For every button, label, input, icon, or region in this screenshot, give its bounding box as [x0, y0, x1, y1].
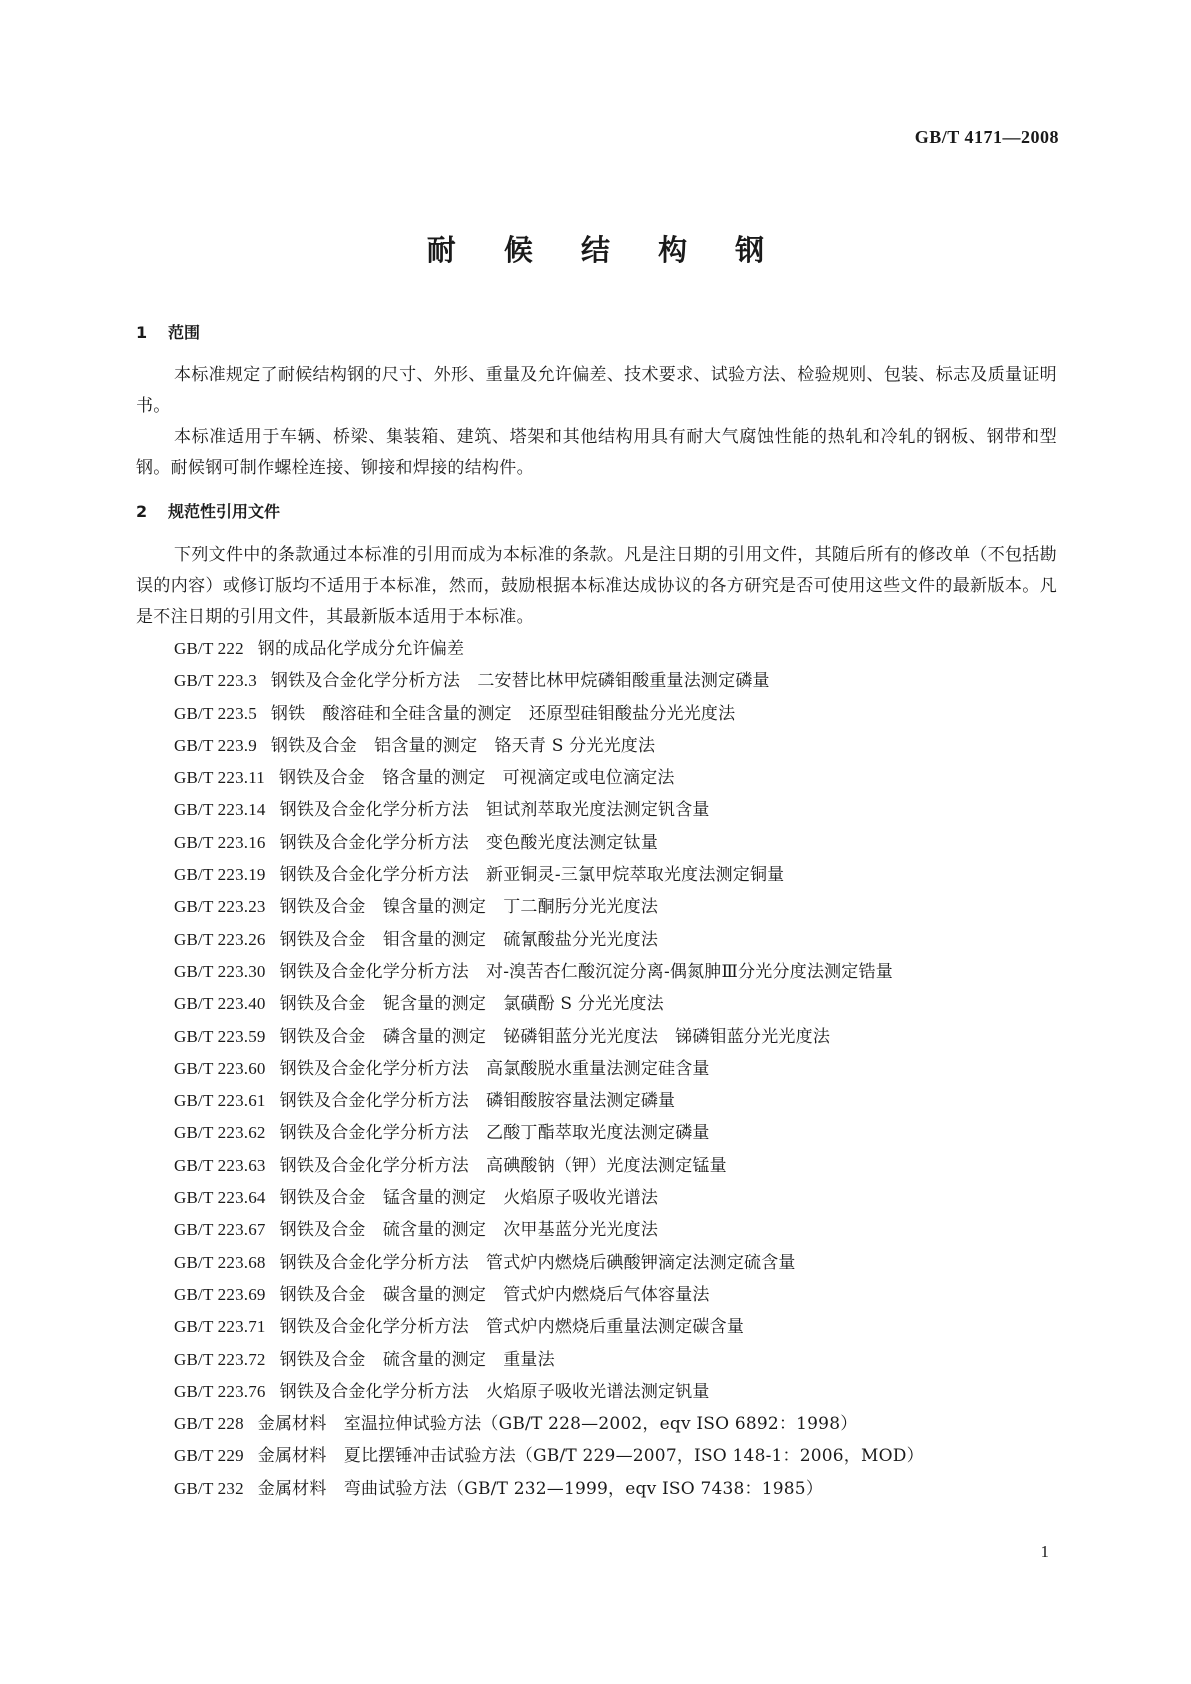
reference-item	[136, 924, 1057, 956]
reference-title: 钢铁及合金 锰含量的测定 火焰原子吸收光谱法	[279, 1188, 659, 1209]
reference-code: GB/T 223.72	[174, 1349, 266, 1369]
reference-code: GB/T 223.71	[174, 1317, 266, 1337]
reference-item	[136, 988, 1057, 1020]
reference-code: GB/T 223.26	[174, 929, 266, 949]
section-1-heading	[136, 322, 1057, 344]
reference-item	[136, 1214, 1057, 1246]
reference-code: GB/T 223.64	[174, 1188, 266, 1208]
reference-item	[136, 1344, 1057, 1376]
reference-code: GB/T 223.3	[174, 671, 257, 691]
section-number: 2	[136, 502, 148, 521]
reference-code: GB/T 223.16	[174, 832, 266, 852]
reference-item	[136, 1440, 1057, 1472]
reference-title: 钢铁及合金 硫含量的测定 次甲基蓝分光光度法	[279, 1220, 659, 1241]
reference-item	[136, 1182, 1057, 1214]
reference-code: GB/T 223.68	[174, 1252, 266, 1272]
reference-title: 金属材料 弯曲试验方法（GB/T 232—1999，eqv ISO 7438：1985）	[257, 1478, 824, 1499]
reference-title: 钢铁及合金 铝含量的测定 铬天青 S 分光光度法	[270, 735, 656, 756]
reference-code: GB/T 229	[174, 1446, 244, 1466]
reference-code: GB/T 223.69	[174, 1284, 266, 1304]
reference-code: GB/T 223.14	[174, 800, 266, 820]
paragraph: 本标准规定了耐候结构钢的尺寸、外形、重量及允许偏差、技术要求、试验方法、检验规则、包装、标志及质量证明书。	[136, 365, 1057, 416]
reference-code: GB/T 223.11	[174, 768, 265, 788]
reference-code: GB/T 222	[174, 639, 244, 658]
document-title: 耐 候 结 构 钢	[426, 233, 784, 267]
reference-item	[136, 1311, 1057, 1343]
reference-title: 钢铁及合金化学分析方法 钽试剂萃取光度法测定钒含量	[279, 800, 710, 821]
reference-item	[136, 1053, 1057, 1085]
reference-item	[136, 1408, 1057, 1440]
reference-code: GB/T 223.62	[174, 1123, 266, 1143]
reference-item	[136, 1117, 1057, 1149]
reference-item	[136, 633, 1057, 665]
reference-item	[136, 698, 1057, 730]
reference-code: GB/T 223.61	[174, 1091, 266, 1111]
document-body	[136, 322, 1057, 1505]
page-number: 1	[1040, 1542, 1049, 1561]
section-2-heading	[136, 501, 1057, 523]
reference-item	[136, 665, 1057, 697]
section-title: 规范性引用文件	[168, 502, 281, 521]
reference-code: GB/T 223.23	[174, 897, 266, 917]
reference-item	[136, 1021, 1057, 1053]
reference-title: 钢铁及合金 镍含量的测定 丁二酮肟分光光度法	[279, 897, 659, 918]
reference-title: 钢铁及合金化学分析方法 新亚铜灵-三氯甲烷萃取光度法测定铜量	[279, 865, 785, 886]
reference-code: GB/T 223.40	[174, 994, 266, 1014]
reference-title: 钢铁及合金 铬含量的测定 可视滴定或电位滴定法	[279, 768, 675, 789]
reference-title: 钢铁及合金 磷含量的测定 铋磷钼蓝分光光度法 锑磷钼蓝分光光度法	[279, 1026, 831, 1047]
reference-title: 钢铁及合金化学分析方法 管式炉内燃烧后重量法测定碳含量	[279, 1317, 745, 1338]
reference-code: GB/T 223.76	[174, 1381, 266, 1401]
reference-title: 钢铁 酸溶硅和全硅含量的测定 还原型硅钼酸盐分光光度法	[270, 703, 736, 724]
reference-item	[136, 1473, 1057, 1505]
section-number: 1	[136, 323, 148, 342]
standard-code: GB/T 4171—2008	[914, 127, 1059, 147]
reference-code: GB/T 223.9	[174, 735, 257, 755]
reference-item	[136, 891, 1057, 923]
reference-title: 钢铁及合金化学分析方法 变色酸光度法测定钛量	[279, 832, 659, 853]
reference-item	[136, 794, 1057, 826]
reference-code: GB/T 223.5	[174, 703, 257, 723]
reference-title: 金属材料 夏比摆锤冲击试验方法（GB/T 229—2007，ISO 148-1：2006，MOD）	[257, 1446, 924, 1467]
reference-title: 钢铁及合金 硫含量的测定 重量法	[279, 1349, 555, 1370]
paragraph: 下列文件中的条款通过本标准的引用而成为本标准的条款。凡是注日期的引用文件，其随后所有的修改单（不包括勘误的内容）或修订版均不适用于本标准，然而，鼓励根据本标准达成协议的各方研究是否可使用这些文件的最新版本。凡是不注日期的引用文件，其最新版本适用于本标准。	[136, 545, 1057, 627]
reference-code: GB/T 232	[174, 1478, 244, 1498]
reference-code: GB/T 223.63	[174, 1155, 266, 1175]
reference-code: GB/T 228	[174, 1414, 244, 1434]
reference-title: 钢铁及合金化学分析方法 对-溴苦杏仁酸沉淀分离-偶氮胂Ⅲ分光分度法测定锆量	[279, 961, 893, 982]
reference-item	[136, 859, 1057, 891]
reference-item	[136, 1376, 1057, 1408]
reference-item	[136, 1150, 1057, 1182]
reference-item	[136, 730, 1057, 762]
reference-item	[136, 1279, 1057, 1311]
reference-code: GB/T 223.60	[174, 1058, 266, 1078]
reference-code: GB/T 223.30	[174, 961, 266, 981]
paragraph: 本标准适用于车辆、桥梁、集装箱、建筑、塔架和其他结构用具有耐大气腐蚀性能的热轧和冷轧的钢板、钢带和型钢。耐候钢可制作螺栓连接、铆接和焊接的结构件。	[136, 427, 1057, 478]
reference-item	[136, 1247, 1057, 1279]
reference-title: 金属材料 室温拉伸试验方法（GB/T 228—2002，eqv ISO 6892：1998）	[257, 1414, 858, 1435]
reference-title: 钢铁及合金化学分析方法 高碘酸钠（钾）光度法测定锰量	[279, 1155, 727, 1176]
reference-item	[136, 827, 1057, 859]
reference-title: 钢铁及合金化学分析方法 二安替比林甲烷磷钼酸重量法测定磷量	[270, 671, 770, 692]
reference-title: 钢铁及合金化学分析方法 管式炉内燃烧后碘酸钾滴定法测定硫含量	[279, 1252, 796, 1273]
reference-title: 钢铁及合金化学分析方法 乙酸丁酯萃取光度法测定磷量	[279, 1123, 710, 1144]
reference-list	[136, 633, 1057, 1505]
reference-code: GB/T 223.67	[174, 1220, 266, 1240]
reference-code: GB/T 223.19	[174, 865, 266, 885]
reference-item	[136, 762, 1057, 794]
reference-title: 钢铁及合金 钼含量的测定 硫氰酸盐分光光度法	[279, 929, 659, 950]
reference-title: 钢的成品化学成分允许偏差	[257, 639, 465, 659]
reference-item	[136, 956, 1057, 988]
section-title: 范围	[168, 323, 201, 342]
reference-item	[136, 1085, 1057, 1117]
reference-title: 钢铁及合金化学分析方法 高氯酸脱水重量法测定硅含量	[279, 1058, 710, 1079]
reference-title: 钢铁及合金化学分析方法 火焰原子吸收光谱法测定钒量	[279, 1381, 710, 1402]
reference-title: 钢铁及合金化学分析方法 磷钼酸胺容量法测定磷量	[279, 1091, 676, 1112]
reference-title: 钢铁及合金 铌含量的测定 氯磺酚 S 分光光度法	[279, 994, 664, 1015]
reference-code: GB/T 223.59	[174, 1026, 266, 1046]
reference-title: 钢铁及合金 碳含量的测定 管式炉内燃烧后气体容量法	[279, 1284, 710, 1305]
